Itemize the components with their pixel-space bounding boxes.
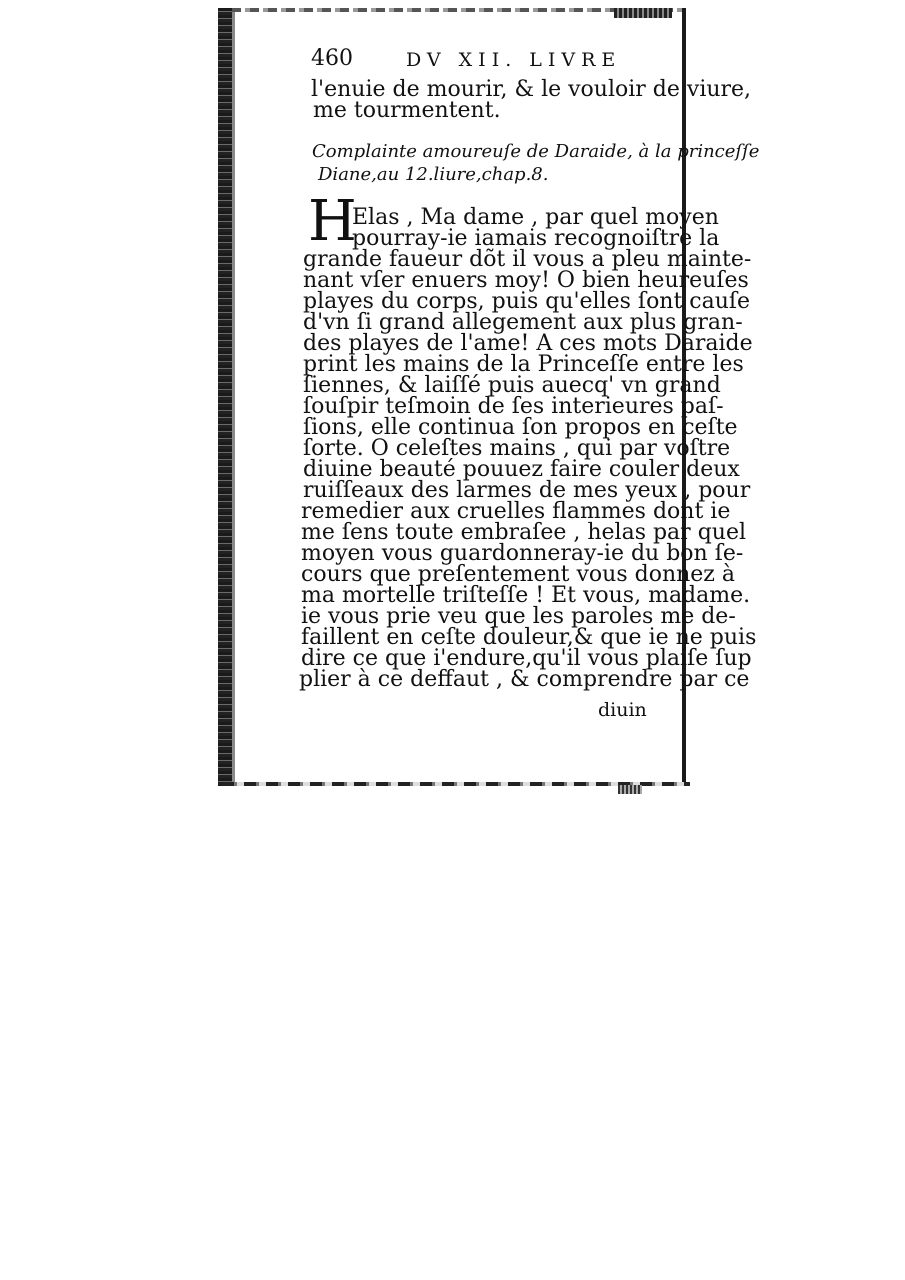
text-line: cours que preſentement vous donnez à bbox=[301, 562, 736, 587]
drop-capital: H bbox=[308, 189, 357, 254]
text-line: moyen vous guardonneray-ie du bon ſe- bbox=[301, 541, 744, 566]
text-line: print les mains de la Princeſſe entre les bbox=[303, 352, 744, 377]
text-line: ſouſpir teſmoin de ſes interieures paſ- bbox=[303, 394, 724, 419]
text-line: l'enuie de mourir, & le vouloir de viure, bbox=[311, 77, 752, 102]
scan-artifact bbox=[614, 8, 672, 18]
text-line: faillent en ceſte douleur,& que ie ne puis bbox=[301, 625, 757, 650]
text-line: dire ce que i'endure,qu'il vous plaiſe ſup bbox=[301, 646, 752, 671]
book-page bbox=[218, 8, 760, 786]
text-line: ma mortelle triſteſſe ! Et vous, madame. bbox=[301, 583, 751, 608]
text-line: playes du corps, puis qu'elles ſont cauſe bbox=[303, 289, 751, 314]
page-gutter-shadow bbox=[218, 8, 232, 786]
text-line: ſions, elle continua ſon propos en ceſte bbox=[303, 415, 738, 440]
scan-artifact bbox=[618, 785, 642, 794]
text-line: ſiennes, & laiſſé puis auecq' vn grand bbox=[303, 373, 721, 398]
text-line: nant vſer enuers moy! O bien heureuſes bbox=[303, 268, 749, 293]
text-line: ie vous prie veu que les paroles me de- bbox=[301, 604, 736, 629]
text-line: Elas , Ma dame , par quel moyen bbox=[352, 205, 719, 230]
text-line: plier à ce deffaut , & comprendre par ce bbox=[299, 667, 750, 692]
section-title: Diane,au 12.liure,chap.8. bbox=[318, 164, 549, 185]
section-title: Complainte amoureuſe de Daraide, à la princeſſe bbox=[312, 141, 760, 162]
text-line: d'vn ſi grand allegement aux plus gran- bbox=[303, 310, 743, 335]
page-header bbox=[311, 44, 651, 74]
text-line: ſorte. O celeſtes mains , qui par voſtre bbox=[303, 436, 731, 461]
catchword: diuin bbox=[598, 699, 647, 721]
text-line: me tourmentent. bbox=[313, 98, 501, 123]
text-line: des playes de l'ame! A ces mots Daraide bbox=[303, 331, 753, 356]
text-line: remedier aux cruelles flammes dont ie bbox=[301, 499, 731, 524]
page-gutter-edge bbox=[232, 8, 235, 786]
text-line: ruiſſeaux des larmes de mes yeux , pour bbox=[303, 478, 751, 503]
text-line: diuine beauté pouuez faire couler deux bbox=[303, 457, 740, 482]
text-line: me ſens toute embraſee , helas par quel bbox=[301, 520, 746, 545]
page-number: 460 bbox=[311, 46, 353, 71]
text-line: pourray-ie iamais recognoiſtre la bbox=[352, 226, 720, 251]
running-head: DV XII. LIVRE bbox=[406, 49, 622, 71]
text-line: grande faueur dõt il vous a pleu mainte- bbox=[303, 247, 752, 272]
